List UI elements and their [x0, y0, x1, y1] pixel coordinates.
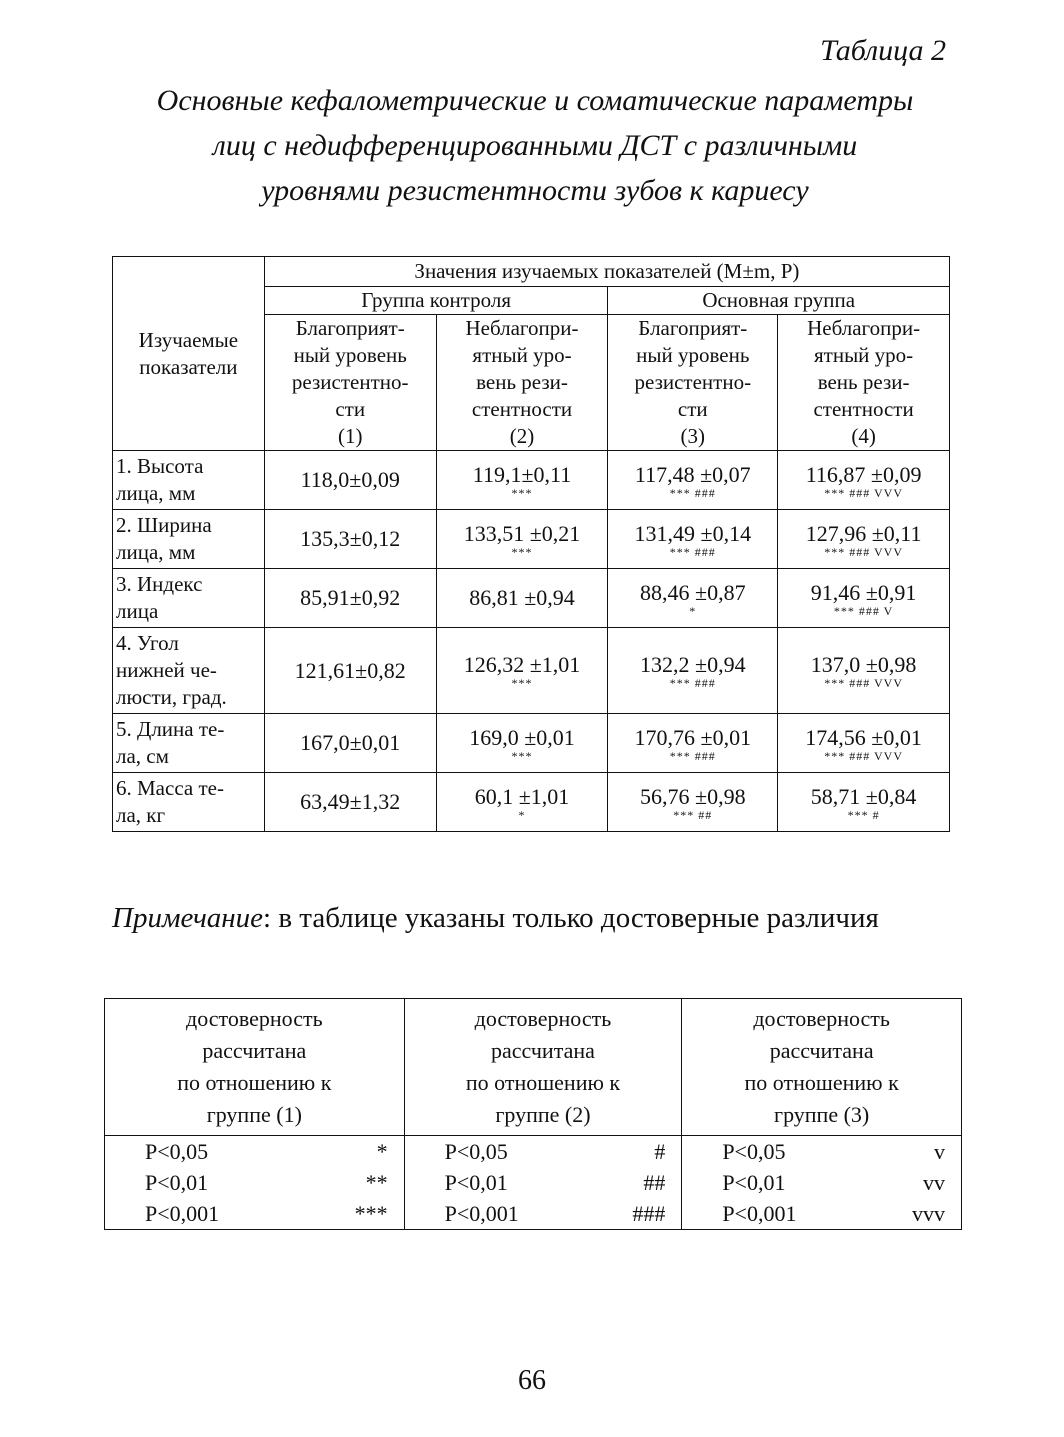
- column-header-line: (1): [337, 424, 363, 448]
- row-label: [113, 569, 265, 628]
- cell-value: 117,48 ±0,07: [634, 461, 751, 487]
- caption-line: уровнями резистентности зубов к кариесу: [261, 174, 809, 207]
- column-header-line: Неблагопри-: [807, 316, 921, 340]
- row-label: [113, 451, 265, 510]
- legend-cell: [682, 1167, 962, 1198]
- row-label-line: лица, мм: [116, 481, 196, 505]
- value-cell: [778, 451, 950, 510]
- value-cell: [264, 451, 436, 510]
- table-caption: [100, 78, 970, 213]
- legend-entry: [145, 1167, 388, 1198]
- column-header: [436, 315, 608, 451]
- cell-value: 132,2 ±0,94: [640, 652, 746, 677]
- row-label-line: 1. Высота: [116, 454, 204, 478]
- caption-line: лиц с недифференцированными ДСТ с различными: [212, 129, 858, 162]
- value-cell: [778, 714, 950, 773]
- column-header: [778, 315, 950, 451]
- value-cell: [264, 773, 436, 832]
- p-threshold: P<0,01: [444, 1170, 508, 1195]
- group-header-control: Группа контроля: [264, 287, 608, 315]
- cell-value: 126,32 ±1,01: [463, 652, 581, 677]
- cell-value: 63,49±1,32: [300, 789, 401, 814]
- significance-symbol: ##: [643, 1170, 666, 1195]
- significance-marks: ***: [511, 748, 533, 763]
- significance-legend-table: [104, 998, 962, 1230]
- value-cell: [778, 773, 950, 832]
- legend-header-line: достоверность: [753, 1006, 890, 1031]
- significance-marks: *** ###: [669, 748, 716, 763]
- cell-value: 169,0 ±0,01: [469, 724, 575, 750]
- cell-value: 58,71 ±0,84: [810, 783, 917, 809]
- significance-marks: *** ##: [673, 807, 713, 822]
- column-header: [608, 315, 778, 451]
- legend-cell: [404, 1198, 682, 1230]
- table-row: [113, 451, 950, 510]
- column-header-line: (4): [851, 424, 876, 448]
- value-cell: [608, 451, 778, 510]
- significance-marks: ***: [511, 544, 533, 559]
- p-threshold: P<0,001: [722, 1201, 797, 1226]
- significance-marks: *** ###: [669, 485, 716, 500]
- cell-value: 116,87 ±0,09: [805, 461, 922, 487]
- column-header-line: Благоприят-: [638, 316, 748, 340]
- cell-value: 118,0±0,09: [300, 467, 400, 492]
- column-header-line: ятный уро-: [814, 343, 914, 367]
- legend-header-line: группе (2): [495, 1102, 591, 1127]
- value-cell: [778, 628, 950, 714]
- column-header-line: ный уровень: [293, 343, 407, 367]
- legend-header-line: по отношению к: [177, 1070, 332, 1095]
- significance-marks: *** ### VVV: [824, 544, 903, 559]
- cell-value: 91,46 ±0,91: [810, 579, 917, 605]
- legend-header-line: достоверность: [474, 1006, 612, 1031]
- legend-header-line: рассчитана: [491, 1038, 595, 1063]
- value-cell: [264, 628, 436, 714]
- cell-value: 135,3±0,12: [300, 526, 401, 551]
- significance-marks: ***: [511, 485, 533, 500]
- value-cell: [264, 510, 436, 569]
- row-label-line: люсти, град.: [116, 685, 227, 709]
- note-text: : в таблице указаны только достоверные различия: [263, 902, 879, 934]
- cell-value: 60,1 ±1,01: [474, 783, 570, 809]
- legend-header-line: по отношению к: [465, 1070, 621, 1095]
- table-row: [113, 773, 950, 832]
- column-header-line: сти: [335, 397, 366, 421]
- legend-cell: [404, 1167, 682, 1198]
- cell-value: 167,0±0,01: [300, 730, 401, 755]
- p-threshold: P<0,01: [722, 1170, 786, 1195]
- legend-cell: [105, 1198, 405, 1230]
- p-threshold: P<0,001: [145, 1201, 220, 1226]
- legend-entry: [445, 1136, 666, 1167]
- p-threshold: P<0,01: [145, 1170, 209, 1195]
- caption-line: Основные кефалометрические и соматические параметры: [156, 84, 914, 117]
- value-cell: [436, 773, 608, 832]
- parameters-table: [112, 256, 950, 832]
- p-threshold: P<0,05: [444, 1139, 508, 1164]
- value-cell: [608, 714, 778, 773]
- column-header-line: стентности: [471, 397, 573, 421]
- significance-marks: *: [689, 603, 697, 618]
- significance-symbol: vv: [923, 1170, 945, 1195]
- column-header-line: (2): [509, 424, 535, 448]
- column-header-line: вень рези-: [476, 370, 568, 394]
- cell-value: 174,56 ±0,01: [805, 724, 922, 750]
- legend-header-line: группе (3): [774, 1102, 870, 1127]
- p-threshold: P<0,001: [444, 1201, 519, 1226]
- row-label-line: 4. Угол: [116, 631, 179, 655]
- p-threshold: P<0,05: [722, 1139, 786, 1164]
- indicator-header-line: Изучаемые: [138, 327, 239, 352]
- legend-entry: [145, 1198, 388, 1229]
- cell-value: 88,46 ±0,87: [640, 579, 746, 605]
- cell-value: 56,76 ±0,98: [640, 783, 746, 809]
- column-header-line: (3): [680, 424, 706, 448]
- row-label: [113, 773, 265, 832]
- value-cell: [264, 569, 436, 628]
- row-label-line: 6. Масса те-: [116, 776, 224, 800]
- legend-cell: [682, 1198, 962, 1230]
- legend-header: [404, 999, 682, 1136]
- p-threshold: P<0,05: [145, 1139, 209, 1164]
- significance-marks: *** ### V: [833, 603, 894, 618]
- value-cell: [436, 569, 608, 628]
- table-row: [113, 569, 950, 628]
- table-note: [112, 902, 962, 935]
- group-header-main: Основная группа: [608, 287, 950, 315]
- page-number: 66: [518, 1365, 546, 1396]
- significance-symbol: *: [376, 1139, 388, 1164]
- significance-marks: *: [518, 807, 526, 822]
- legend-entry: [145, 1136, 388, 1167]
- legend-header-line: рассчитана: [202, 1038, 307, 1063]
- legend-header-line: группе (1): [206, 1102, 302, 1127]
- cell-value: 127,96 ±0,11: [805, 520, 922, 546]
- value-cell: [264, 714, 436, 773]
- significance-symbol: vvv: [912, 1201, 945, 1226]
- value-cell: [608, 569, 778, 628]
- legend-cell: [105, 1167, 405, 1198]
- table-row: [113, 510, 950, 569]
- legend-header: [105, 999, 405, 1136]
- value-cell: [778, 569, 950, 628]
- row-label-line: 2. Ширина: [116, 513, 212, 537]
- column-header-line: Неблагопри-: [465, 316, 579, 340]
- legend-row: [105, 1167, 962, 1198]
- column-header-line: Благоприят-: [295, 316, 405, 340]
- values-header: Значения изучаемых показателей (M±m, P): [264, 257, 949, 287]
- row-label-line: нижней че-: [116, 658, 217, 682]
- cell-value: 137,0 ±0,98: [810, 652, 917, 677]
- legend-header-line: рассчитана: [769, 1038, 874, 1063]
- legend-cell: [682, 1136, 962, 1168]
- table-label: Таблица 2: [820, 34, 946, 67]
- table-row: [113, 628, 950, 714]
- row-label-line: лица, мм: [116, 540, 196, 564]
- column-header-line: резистентно-: [634, 370, 752, 394]
- row-label-line: ла, см: [116, 744, 169, 768]
- value-cell: [608, 510, 778, 569]
- legend-entry: [722, 1136, 945, 1167]
- cell-value: 133,51 ±0,21: [463, 520, 581, 546]
- significance-marks: *** ###: [669, 676, 716, 690]
- legend-header: [682, 999, 962, 1136]
- legend-entry: [445, 1167, 666, 1198]
- column-header-line: вень рези-: [817, 370, 910, 394]
- row-label-line: лица: [116, 599, 159, 623]
- significance-marks: *** ### VVV: [824, 748, 903, 763]
- column-header-line: стентности: [813, 397, 914, 421]
- value-cell: [778, 510, 950, 569]
- legend-row: [105, 1198, 962, 1230]
- value-cell: [608, 628, 778, 714]
- legend-header-line: достоверность: [186, 1006, 323, 1031]
- column-header-line: резистентно-: [291, 370, 409, 394]
- significance-marks: *** ###: [669, 544, 716, 559]
- column-header-line: сти: [677, 397, 708, 421]
- significance-symbol: ###: [632, 1201, 666, 1226]
- legend-entry: [722, 1198, 945, 1229]
- row-label-line: 3. Индекс: [116, 572, 203, 596]
- value-cell: [436, 510, 608, 569]
- column-header-line: ятный уро-: [472, 343, 572, 367]
- legend-entry: [445, 1198, 666, 1229]
- legend-row: [105, 1136, 962, 1168]
- significance-symbol: v: [934, 1139, 945, 1164]
- significance-symbol: ***: [354, 1201, 388, 1226]
- cell-value: 119,1±0,11: [472, 461, 572, 487]
- value-cell: [436, 451, 608, 510]
- cell-value: 131,49 ±0,14: [634, 520, 752, 546]
- value-cell: [436, 714, 608, 773]
- significance-marks: *** #: [847, 807, 880, 822]
- legend-cell: [404, 1136, 682, 1168]
- cell-value: 170,76 ±0,01: [634, 724, 752, 750]
- legend-cell: [105, 1136, 405, 1168]
- value-cell: [608, 773, 778, 832]
- significance-marks: *** ### VVV: [824, 676, 903, 690]
- significance-symbol: **: [365, 1170, 388, 1195]
- row-label: [113, 628, 265, 714]
- legend-header-line: по отношению к: [744, 1070, 899, 1095]
- indicator-header: [113, 257, 265, 451]
- value-cell: [436, 628, 608, 714]
- note-lead: Примечание: [112, 902, 264, 934]
- indicator-header-line: показатели: [139, 354, 238, 379]
- column-header: [264, 315, 436, 451]
- row-label: [113, 714, 265, 773]
- column-header-line: ный уровень: [636, 343, 750, 367]
- significance-symbol: #: [654, 1139, 666, 1164]
- row-label: [113, 510, 265, 569]
- significance-marks: *** ### VVV: [824, 485, 903, 500]
- row-label-line: 5. Длина те-: [116, 717, 225, 741]
- significance-marks: ***: [511, 676, 533, 690]
- cell-value: 86,81 ±0,94: [469, 585, 575, 610]
- row-label-line: ла, кг: [116, 803, 166, 827]
- cell-value: 85,91±0,92: [300, 585, 401, 610]
- legend-entry: [722, 1167, 945, 1198]
- cell-value: 121,61±0,82: [294, 657, 406, 683]
- table-row: [113, 714, 950, 773]
